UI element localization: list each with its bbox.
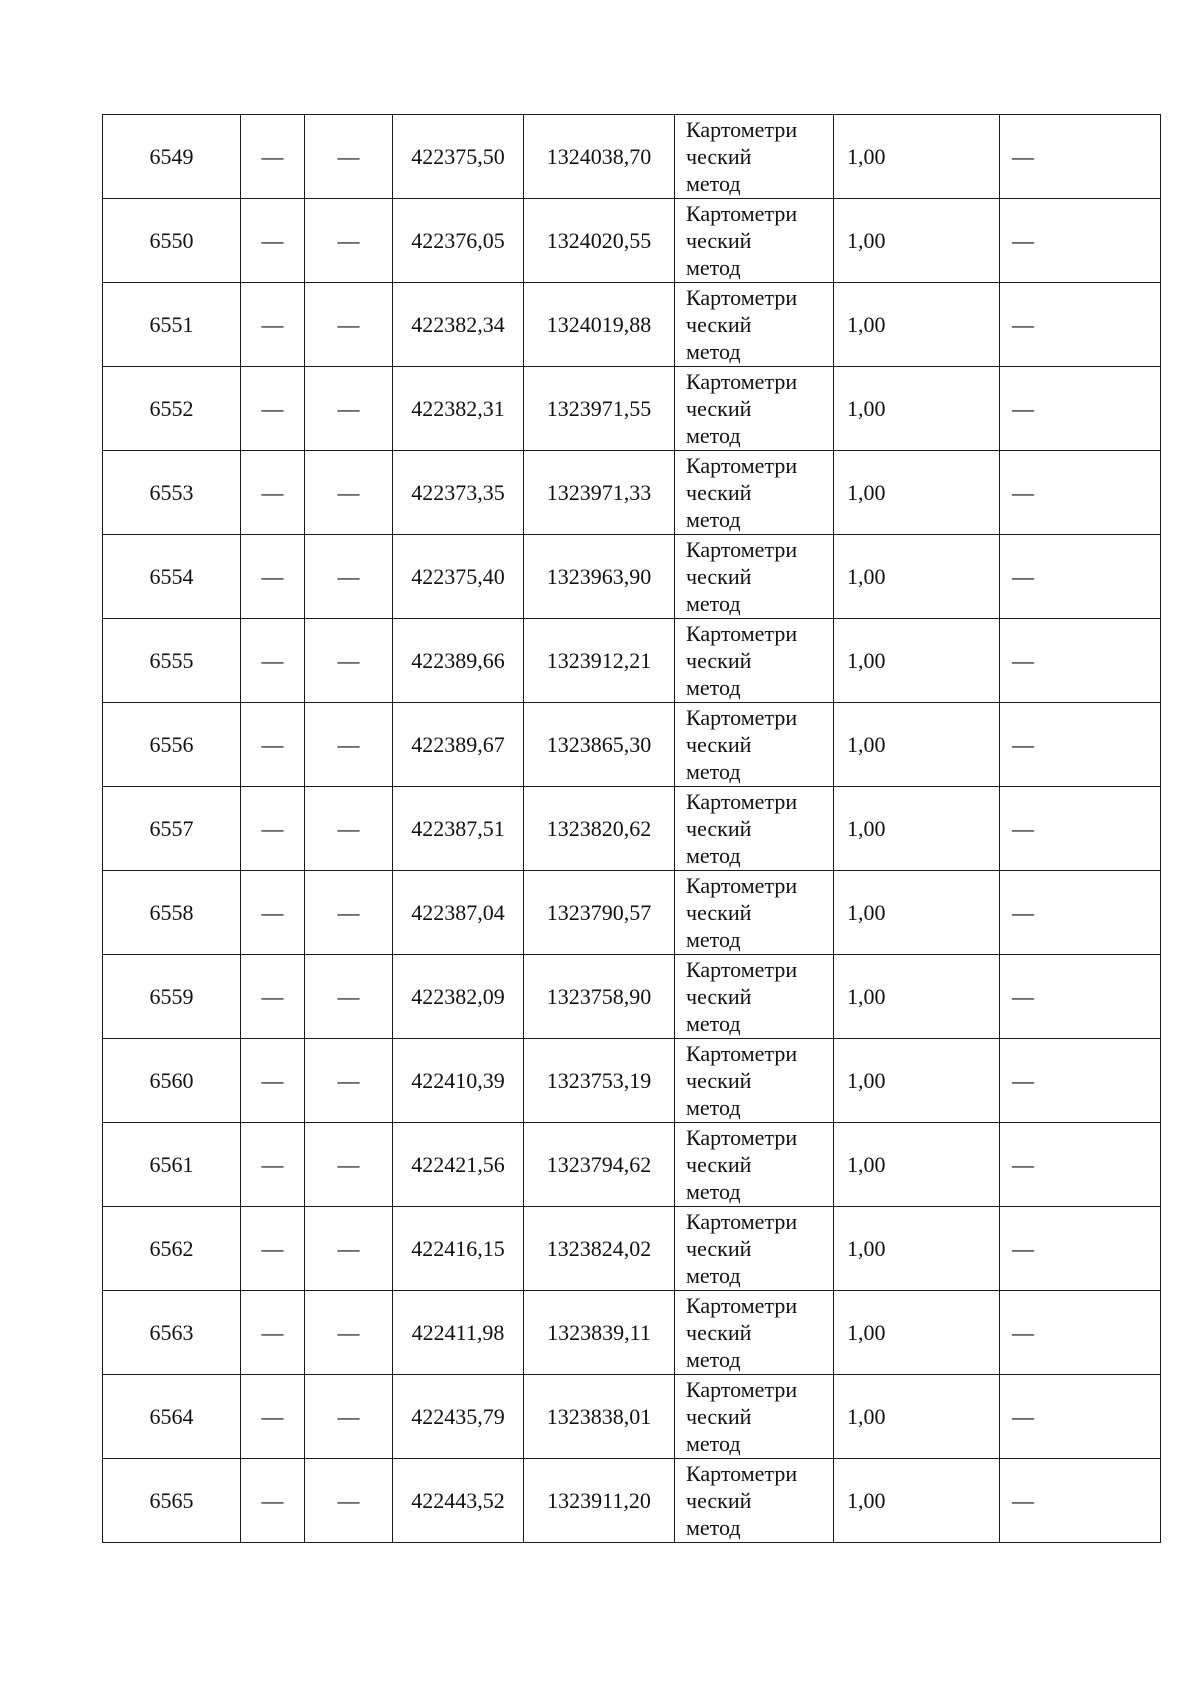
method-cell: Картометри ческий метод bbox=[675, 199, 834, 283]
empty-value-cell bbox=[241, 1459, 305, 1543]
method-cell: Картометри ческий метод bbox=[675, 619, 834, 703]
empty-value-cell bbox=[241, 367, 305, 451]
dash-mark: — bbox=[1012, 1403, 1034, 1429]
accuracy-cell: 1,00 bbox=[834, 955, 1000, 1039]
x-coordinate-cell: 422376,05 bbox=[393, 199, 524, 283]
dash-mark: — bbox=[261, 1235, 284, 1261]
y-coordinate-cell: 1323824,02 bbox=[524, 1207, 675, 1291]
y-coordinate-cell: 1323839,11 bbox=[524, 1291, 675, 1375]
dash-mark: — bbox=[1012, 1235, 1034, 1261]
point-number-cell: 6553 bbox=[103, 451, 241, 535]
empty-value-cell bbox=[305, 1291, 393, 1375]
dash-mark: — bbox=[337, 395, 360, 421]
table-row bbox=[103, 787, 1161, 871]
dash-mark: — bbox=[261, 815, 284, 841]
x-coordinate-cell: 422382,34 bbox=[393, 283, 524, 367]
y-coordinate-cell: 1323911,20 bbox=[524, 1459, 675, 1543]
table-row bbox=[103, 535, 1161, 619]
empty-value-cell bbox=[1000, 955, 1161, 1039]
point-number-cell: 6550 bbox=[103, 199, 241, 283]
dash-mark: — bbox=[261, 311, 284, 337]
dash-mark: — bbox=[261, 395, 284, 421]
dash-mark: — bbox=[337, 899, 360, 925]
method-cell: Картометри ческий метод bbox=[675, 1123, 834, 1207]
dash-mark: — bbox=[1012, 731, 1034, 757]
x-coordinate-cell: 422421,56 bbox=[393, 1123, 524, 1207]
empty-value-cell bbox=[1000, 1039, 1161, 1123]
empty-value-cell bbox=[305, 955, 393, 1039]
accuracy-cell: 1,00 bbox=[834, 871, 1000, 955]
dash-mark: — bbox=[337, 227, 360, 253]
accuracy-cell: 1,00 bbox=[834, 367, 1000, 451]
method-cell: Картометри ческий метод bbox=[675, 871, 834, 955]
y-coordinate-cell: 1323820,62 bbox=[524, 787, 675, 871]
empty-value-cell bbox=[305, 871, 393, 955]
method-cell: Картометри ческий метод bbox=[675, 1039, 834, 1123]
dash-mark: — bbox=[337, 1487, 360, 1513]
dash-mark: — bbox=[337, 1403, 360, 1429]
empty-value-cell bbox=[305, 283, 393, 367]
y-coordinate-cell: 1323971,55 bbox=[524, 367, 675, 451]
method-cell: Картометри ческий метод bbox=[675, 115, 834, 199]
empty-value-cell bbox=[241, 283, 305, 367]
empty-value-cell bbox=[1000, 1459, 1161, 1543]
dash-mark: — bbox=[261, 563, 284, 589]
x-coordinate-cell: 422443,52 bbox=[393, 1459, 524, 1543]
dash-mark: — bbox=[337, 647, 360, 673]
empty-value-cell bbox=[241, 199, 305, 283]
method-cell: Картометри ческий метод bbox=[675, 283, 834, 367]
y-coordinate-cell: 1324019,88 bbox=[524, 283, 675, 367]
dash-mark: — bbox=[261, 143, 284, 169]
empty-value-cell bbox=[241, 703, 305, 787]
method-cell: Картометри ческий метод bbox=[675, 703, 834, 787]
empty-value-cell bbox=[1000, 619, 1161, 703]
table-row bbox=[103, 1459, 1161, 1543]
table-body bbox=[103, 115, 1161, 1543]
x-coordinate-cell: 422416,15 bbox=[393, 1207, 524, 1291]
y-coordinate-cell: 1323794,62 bbox=[524, 1123, 675, 1207]
method-cell: Картометри ческий метод bbox=[675, 1291, 834, 1375]
accuracy-cell: 1,00 bbox=[834, 1123, 1000, 1207]
empty-value-cell bbox=[241, 619, 305, 703]
empty-value-cell bbox=[305, 115, 393, 199]
empty-value-cell bbox=[1000, 115, 1161, 199]
empty-value-cell bbox=[241, 1039, 305, 1123]
dash-mark: — bbox=[1012, 899, 1034, 925]
dash-mark: — bbox=[1012, 1487, 1034, 1513]
x-coordinate-cell: 422382,31 bbox=[393, 367, 524, 451]
table-row bbox=[103, 619, 1161, 703]
empty-value-cell bbox=[1000, 787, 1161, 871]
dash-mark: — bbox=[1012, 647, 1034, 673]
point-number-cell: 6559 bbox=[103, 955, 241, 1039]
point-number-cell: 6551 bbox=[103, 283, 241, 367]
dash-mark: — bbox=[261, 1067, 284, 1093]
empty-value-cell bbox=[1000, 451, 1161, 535]
empty-value-cell bbox=[305, 535, 393, 619]
accuracy-cell: 1,00 bbox=[834, 703, 1000, 787]
table-row bbox=[103, 871, 1161, 955]
dash-mark: — bbox=[261, 731, 284, 757]
point-number-cell: 6549 bbox=[103, 115, 241, 199]
dash-mark: — bbox=[261, 1403, 284, 1429]
empty-value-cell bbox=[241, 1375, 305, 1459]
empty-value-cell bbox=[241, 787, 305, 871]
empty-value-cell bbox=[241, 1207, 305, 1291]
method-cell: Картометри ческий метод bbox=[675, 787, 834, 871]
empty-value-cell bbox=[305, 1459, 393, 1543]
accuracy-cell: 1,00 bbox=[834, 787, 1000, 871]
point-number-cell: 6560 bbox=[103, 1039, 241, 1123]
dash-mark: — bbox=[261, 1487, 284, 1513]
point-number-cell: 6558 bbox=[103, 871, 241, 955]
empty-value-cell bbox=[305, 1207, 393, 1291]
x-coordinate-cell: 422387,51 bbox=[393, 787, 524, 871]
empty-value-cell bbox=[1000, 535, 1161, 619]
x-coordinate-cell: 422389,66 bbox=[393, 619, 524, 703]
dash-mark: — bbox=[1012, 227, 1034, 253]
dash-mark: — bbox=[1012, 1319, 1034, 1345]
x-coordinate-cell: 422375,40 bbox=[393, 535, 524, 619]
dash-mark: — bbox=[261, 983, 284, 1009]
dash-mark: — bbox=[337, 1319, 360, 1345]
empty-value-cell bbox=[241, 955, 305, 1039]
point-number-cell: 6561 bbox=[103, 1123, 241, 1207]
dash-mark: — bbox=[261, 479, 284, 505]
dash-mark: — bbox=[1012, 983, 1034, 1009]
empty-value-cell bbox=[305, 451, 393, 535]
dash-mark: — bbox=[261, 899, 284, 925]
method-cell: Картометри ческий метод bbox=[675, 955, 834, 1039]
method-cell: Картометри ческий метод bbox=[675, 535, 834, 619]
point-number-cell: 6555 bbox=[103, 619, 241, 703]
x-coordinate-cell: 422373,35 bbox=[393, 451, 524, 535]
x-coordinate-cell: 422382,09 bbox=[393, 955, 524, 1039]
empty-value-cell bbox=[241, 1123, 305, 1207]
table-row bbox=[103, 1375, 1161, 1459]
dash-mark: — bbox=[261, 647, 284, 673]
dash-mark: — bbox=[1012, 395, 1034, 421]
empty-value-cell bbox=[1000, 1123, 1161, 1207]
empty-value-cell bbox=[305, 619, 393, 703]
method-cell: Картометри ческий метод bbox=[675, 1459, 834, 1543]
y-coordinate-cell: 1323971,33 bbox=[524, 451, 675, 535]
dash-mark: — bbox=[1012, 143, 1034, 169]
dash-mark: — bbox=[337, 479, 360, 505]
point-number-cell: 6564 bbox=[103, 1375, 241, 1459]
accuracy-cell: 1,00 bbox=[834, 115, 1000, 199]
table-row bbox=[103, 115, 1161, 199]
dash-mark: — bbox=[1012, 479, 1034, 505]
table-row bbox=[103, 283, 1161, 367]
empty-value-cell bbox=[305, 1039, 393, 1123]
table-row bbox=[103, 703, 1161, 787]
x-coordinate-cell: 422389,67 bbox=[393, 703, 524, 787]
accuracy-cell: 1,00 bbox=[834, 199, 1000, 283]
accuracy-cell: 1,00 bbox=[834, 619, 1000, 703]
table-row bbox=[103, 1207, 1161, 1291]
accuracy-cell: 1,00 bbox=[834, 1375, 1000, 1459]
coordinates-table bbox=[102, 114, 1161, 1543]
x-coordinate-cell: 422387,04 bbox=[393, 871, 524, 955]
y-coordinate-cell: 1323790,57 bbox=[524, 871, 675, 955]
y-coordinate-cell: 1323758,90 bbox=[524, 955, 675, 1039]
table-row bbox=[103, 199, 1161, 283]
dash-mark: — bbox=[337, 311, 360, 337]
dash-mark: — bbox=[261, 227, 284, 253]
dash-mark: — bbox=[337, 1235, 360, 1261]
point-number-cell: 6565 bbox=[103, 1459, 241, 1543]
method-cell: Картометри ческий метод bbox=[675, 451, 834, 535]
dash-mark: — bbox=[337, 1067, 360, 1093]
accuracy-cell: 1,00 bbox=[834, 283, 1000, 367]
empty-value-cell bbox=[241, 871, 305, 955]
y-coordinate-cell: 1323963,90 bbox=[524, 535, 675, 619]
x-coordinate-cell: 422410,39 bbox=[393, 1039, 524, 1123]
empty-value-cell bbox=[305, 787, 393, 871]
y-coordinate-cell: 1323838,01 bbox=[524, 1375, 675, 1459]
method-cell: Картометри ческий метод bbox=[675, 367, 834, 451]
dash-mark: — bbox=[337, 983, 360, 1009]
empty-value-cell bbox=[241, 535, 305, 619]
empty-value-cell bbox=[305, 1123, 393, 1207]
empty-value-cell bbox=[305, 703, 393, 787]
table-row bbox=[103, 451, 1161, 535]
dash-mark: — bbox=[261, 1319, 284, 1345]
y-coordinate-cell: 1323865,30 bbox=[524, 703, 675, 787]
x-coordinate-cell: 422375,50 bbox=[393, 115, 524, 199]
point-number-cell: 6554 bbox=[103, 535, 241, 619]
empty-value-cell bbox=[241, 115, 305, 199]
y-coordinate-cell: 1324020,55 bbox=[524, 199, 675, 283]
dash-mark: — bbox=[337, 143, 360, 169]
empty-value-cell bbox=[1000, 1375, 1161, 1459]
table-row bbox=[103, 1039, 1161, 1123]
point-number-cell: 6563 bbox=[103, 1291, 241, 1375]
point-number-cell: 6562 bbox=[103, 1207, 241, 1291]
empty-value-cell bbox=[305, 1375, 393, 1459]
empty-value-cell bbox=[1000, 1291, 1161, 1375]
table-row bbox=[103, 955, 1161, 1039]
dash-mark: — bbox=[337, 815, 360, 841]
accuracy-cell: 1,00 bbox=[834, 1207, 1000, 1291]
dash-mark: — bbox=[337, 731, 360, 757]
dash-mark: — bbox=[337, 563, 360, 589]
empty-value-cell bbox=[305, 199, 393, 283]
dash-mark: — bbox=[1012, 1151, 1034, 1177]
dash-mark: — bbox=[261, 1151, 284, 1177]
point-number-cell: 6552 bbox=[103, 367, 241, 451]
empty-value-cell bbox=[1000, 1207, 1161, 1291]
empty-value-cell bbox=[1000, 703, 1161, 787]
dash-mark: — bbox=[1012, 311, 1034, 337]
empty-value-cell bbox=[1000, 871, 1161, 955]
accuracy-cell: 1,00 bbox=[834, 1459, 1000, 1543]
y-coordinate-cell: 1323753,19 bbox=[524, 1039, 675, 1123]
point-number-cell: 6556 bbox=[103, 703, 241, 787]
table-row bbox=[103, 1291, 1161, 1375]
empty-value-cell bbox=[1000, 367, 1161, 451]
method-cell: Картометри ческий метод bbox=[675, 1207, 834, 1291]
dash-mark: — bbox=[1012, 1067, 1034, 1093]
x-coordinate-cell: 422411,98 bbox=[393, 1291, 524, 1375]
dash-mark: — bbox=[1012, 563, 1034, 589]
y-coordinate-cell: 1323912,21 bbox=[524, 619, 675, 703]
dash-mark: — bbox=[337, 1151, 360, 1177]
empty-value-cell bbox=[305, 367, 393, 451]
empty-value-cell bbox=[1000, 283, 1161, 367]
accuracy-cell: 1,00 bbox=[834, 535, 1000, 619]
point-number-cell: 6557 bbox=[103, 787, 241, 871]
empty-value-cell bbox=[241, 1291, 305, 1375]
accuracy-cell: 1,00 bbox=[834, 1039, 1000, 1123]
dash-mark: — bbox=[1012, 815, 1034, 841]
accuracy-cell: 1,00 bbox=[834, 451, 1000, 535]
method-cell: Картометри ческий метод bbox=[675, 1375, 834, 1459]
table-row bbox=[103, 367, 1161, 451]
accuracy-cell: 1,00 bbox=[834, 1291, 1000, 1375]
empty-value-cell bbox=[241, 451, 305, 535]
empty-value-cell bbox=[1000, 199, 1161, 283]
table-row bbox=[103, 1123, 1161, 1207]
y-coordinate-cell: 1324038,70 bbox=[524, 115, 675, 199]
x-coordinate-cell: 422435,79 bbox=[393, 1375, 524, 1459]
